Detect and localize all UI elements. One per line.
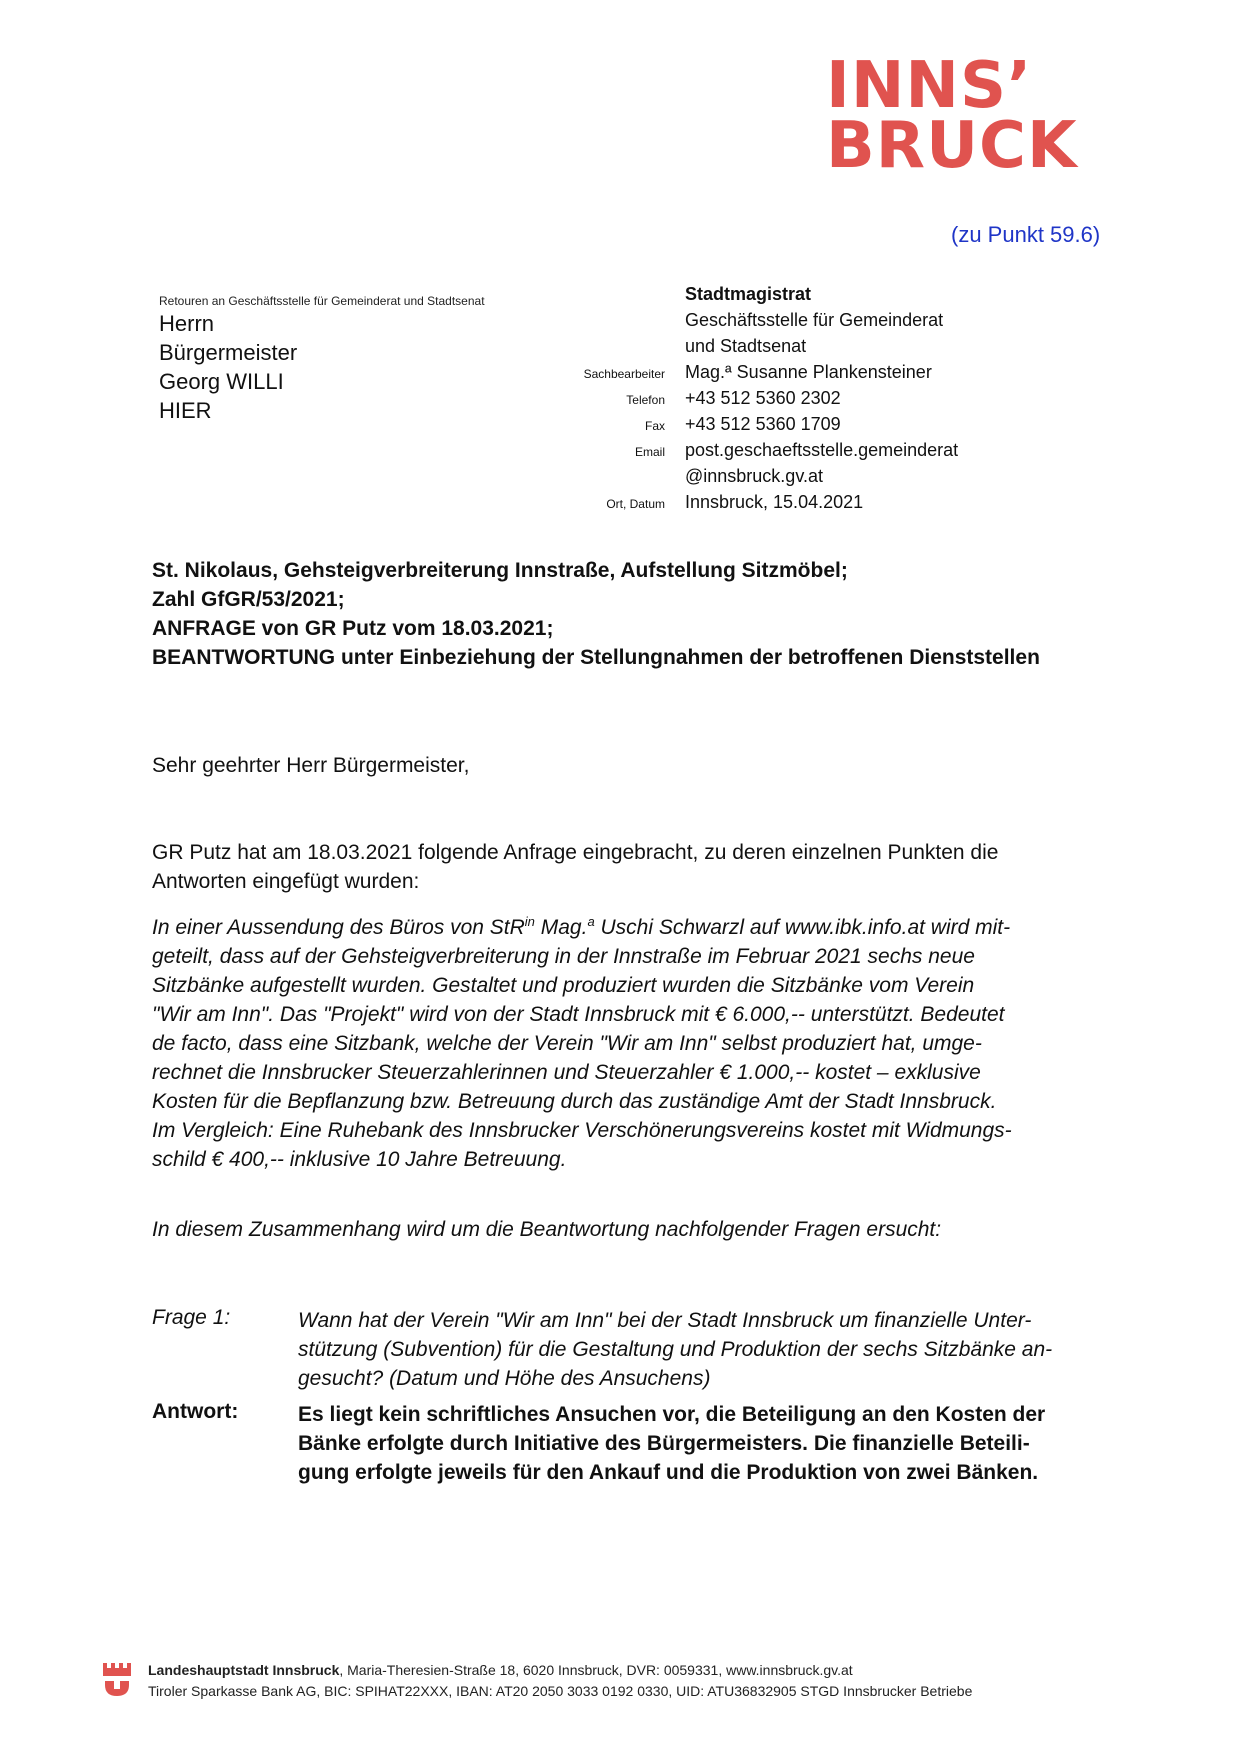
fax-label: Fax [644, 419, 665, 433]
email-line-1: post.geschaeftsstelle.gemeinderat [685, 440, 959, 460]
recipient-line: HIER [159, 398, 212, 423]
recipient-line: Georg WILLI [159, 369, 284, 394]
fax-number: +43 512 5360 1709 [685, 414, 841, 434]
intro-paragraph [152, 838, 1124, 896]
questions-intro: In diesem Zusammenhang wird um die Beantwortung nachfolgender Fragen ersucht: [152, 1218, 942, 1241]
recipient-line: Bürgermeister [159, 340, 298, 365]
question-1-text: Wann hat der Verein "Wir am Inn" bei der Stadt Innsbruck um finanzielle Unter- stützung (Subvention) für die Gestaltung und Produktion der sechs Sitzbänke an- gesucht? (Datum und Höhe des Ansuchens) [298, 1309, 1053, 1390]
phone-number: +43 512 5360 2302 [685, 388, 841, 408]
answer-1-text: Es liegt kein schriftliches Ansuchen vor, die Beteiligung an den Kosten der Bänke erfolgte durch Initiative des Bürgermeisters. Die finanzielle Beteili- gung erfolgte jeweils für den Ankauf und die Produktion von zwei Bänken. [298, 1403, 1046, 1484]
superscript: a [587, 914, 595, 929]
place-date: Innsbruck, 15.04.2021 [685, 492, 864, 512]
question-1-label: Frage 1: [152, 1306, 231, 1329]
clerk-name: Mag.ª Susanne Plankensteiner [685, 362, 932, 382]
logo-line-1: INNS’ [826, 49, 1033, 123]
footer-org: Landeshauptstadt Innsbruck [148, 1662, 340, 1678]
sender-org: Stadtmagistrat [685, 284, 812, 304]
salutation: Sehr geehrter Herr Bürgermeister, [152, 754, 470, 777]
answer-1-label: Antwort: [152, 1400, 239, 1423]
inquiry-quote [152, 907, 1124, 1174]
place-date-label: Ort, Datum [606, 497, 665, 511]
intro-line: GR Putz hat am 18.03.2021 folgende Anfrage eingebracht, zu deren einzelnen Punkten die [152, 841, 999, 864]
quote-text: Mag. [534, 916, 588, 939]
return-address-line: Retouren an Geschäftsstelle für Gemeinderat und Stadtsenat [159, 294, 485, 308]
subject-line: St. Nikolaus, Gehsteigverbreiterung Innstraße, Aufstellung Sitzmöbel; [152, 559, 848, 582]
quote-text: Uschi Schwarzl auf www.ibk.info.at wird mit- [594, 916, 1011, 939]
subject-block [152, 556, 1040, 672]
recipient-block [159, 309, 297, 425]
agenda-reference: (zu Punkt 59.6) [951, 222, 1101, 247]
innsbruck-logo [826, 49, 1078, 183]
intro-line: Antworten eingefügt wurden: [152, 870, 420, 893]
subject-line: ANFRAGE von GR Putz vom 18.03.2021; [152, 617, 554, 640]
quote-text: geteilt, dass auf der Gehsteigverbreiterung in der Innstraße im Februar 2021 sechs neue Sitzbänke aufgestellt wurden. Gestaltet und produziert wurden die Sitzbänke vom Verein "Wir am Inn". Das "Projekt" wird von der Stadt Innsbruck mit € 6.000,-- unterstützt. Bedeutet de facto, dass eine Sitzbank, welche der Verein "Wir am Inn" selbst produziert hat, umge- rechnet die Innsbrucker Steuerzahlerinnen und Steuerzahler € 1.000,-- kostet – exklusive Kosten für die Bepflanzung bzw. Betreuung durch das zuständige Amt der Stadt Innsbruck. Im Vergleich: Eine Ruhebank des Innsbrucker Verschönerungsvereins kostet mit Widmungs- schild € 400,-- inklusive 10 Jahre Betreuung. [152, 945, 1012, 1171]
email-line-2: @innsbruck.gv.at [685, 466, 823, 486]
footer-bank: Tiroler Sparkasse Bank AG, BIC: SPIHAT22XXX, IBAN: AT20 2050 3033 0192 0330, UID: ATU36832905 STGD Innsbrucker Betriebe [148, 1683, 973, 1699]
sender-dept-line-1: Geschäftsstelle für Gemeinderat [685, 310, 944, 330]
sender-dept-line-2: und Stadtsenat [685, 336, 807, 356]
superscript: in [524, 914, 535, 929]
subject-line: Zahl GfGR/53/2021; [152, 588, 345, 611]
recipient-line: Herrn [159, 311, 215, 336]
email-label: Email [634, 445, 665, 459]
innsbruck-coat-of-arms-icon [103, 1663, 131, 1697]
footer [148, 1660, 972, 1702]
quote-text: In einer Aussendung des Büros von StR [152, 916, 525, 939]
subject-line: BEANTWORTUNG unter Einbeziehung der Stellungnahmen der betroffenen Dienststellen [152, 646, 1040, 669]
footer-address: , Maria-Theresien-Straße 18, 6020 Innsbruck, DVR: 0059331, www.innsbruck.gv.at [339, 1662, 853, 1678]
clerk-label: Sachbearbeiter [583, 367, 665, 381]
phone-label: Telefon [626, 393, 665, 407]
logo-line-2: BRUCK [826, 109, 1078, 183]
